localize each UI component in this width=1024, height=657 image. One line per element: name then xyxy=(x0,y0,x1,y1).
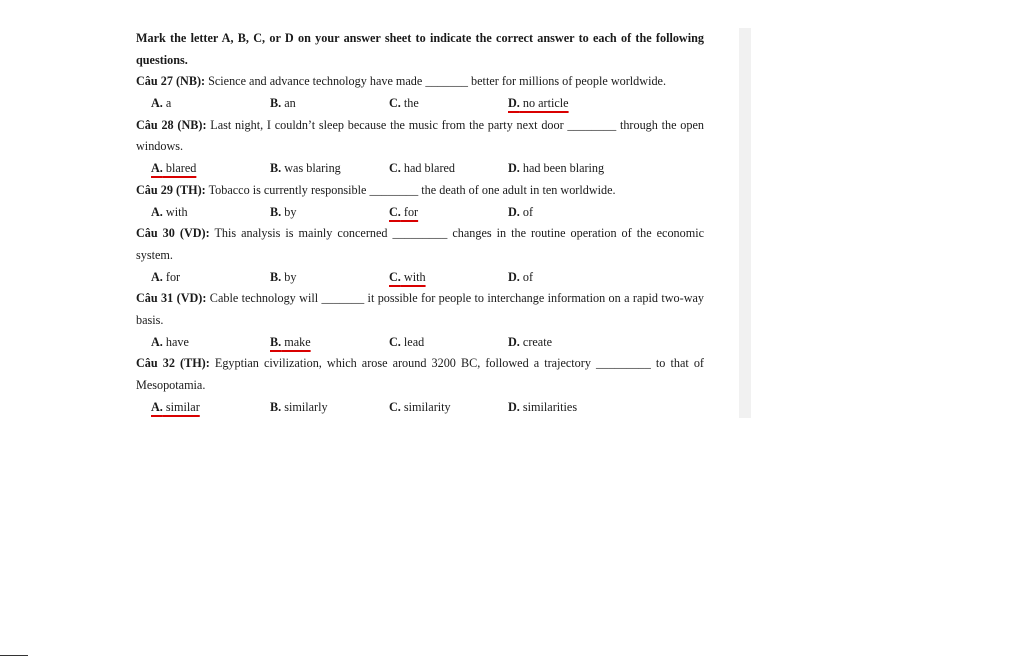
option-c[interactable]: C. the xyxy=(389,96,419,111)
option-c[interactable]: C. had blared xyxy=(389,161,456,176)
question-label: Câu 30 (VD): xyxy=(136,226,210,241)
option-b[interactable]: B. by xyxy=(270,269,297,284)
question-text: Last night, I couldn’t sleep because the music from the party next door ________ through the open windows. xyxy=(136,117,704,154)
option-b[interactable]: B. was blaring xyxy=(270,161,341,176)
question-32 xyxy=(136,353,704,396)
options-29 xyxy=(136,202,704,224)
options-31 xyxy=(136,332,704,354)
options-30 xyxy=(136,267,704,289)
option-a[interactable]: A. with xyxy=(151,204,188,219)
question-text: Egyptian civilization, which arose around 3200 BC, followed a trajectory _________ to that of Mesopotamia. xyxy=(136,356,704,393)
question-29 xyxy=(136,180,704,202)
options-32 xyxy=(136,397,704,419)
question-28 xyxy=(136,115,704,158)
question-text: Cable technology will _______ it possible for people to interchange information on a rapid two-way basis. xyxy=(136,291,704,328)
question-label: Câu 31 (VD): xyxy=(136,291,207,306)
question-label: Câu 32 (TH): xyxy=(136,356,210,371)
option-b[interactable]: B. by xyxy=(270,204,297,219)
question-30 xyxy=(136,223,704,266)
option-c[interactable]: C. similarity xyxy=(389,399,451,414)
option-d[interactable]: D. similarities xyxy=(508,399,578,414)
option-d[interactable]: D. of xyxy=(508,269,534,284)
option-d[interactable]: D. create xyxy=(508,334,552,349)
options-28 xyxy=(136,158,704,180)
question-27 xyxy=(136,71,704,93)
option-a-correct[interactable]: A. blared xyxy=(151,161,197,176)
option-b[interactable]: B. an xyxy=(270,96,296,111)
question-text: Science and advance technology have made _______ better for millions of people worldwide. xyxy=(205,74,667,89)
question-text: Tobacco is currently responsible ________ the death of one adult in ten worldwide. xyxy=(205,182,616,197)
option-b-correct[interactable]: B. make xyxy=(270,334,311,349)
options-27 xyxy=(136,93,704,115)
option-c-correct[interactable]: C. with xyxy=(389,269,426,284)
option-a[interactable]: A. for xyxy=(151,269,181,284)
question-label: Câu 28 (NB): xyxy=(136,117,207,132)
question-text: This analysis is mainly concerned _________ changes in the routine operation of the economic system. xyxy=(136,226,704,262)
document-page xyxy=(0,0,750,418)
option-b[interactable]: B. similarly xyxy=(270,399,328,414)
option-d[interactable]: D. of xyxy=(508,204,534,219)
page-edge-strip xyxy=(739,28,751,418)
option-a-correct[interactable]: A. similar xyxy=(151,399,200,414)
corner-divider xyxy=(0,655,28,656)
question-label: Câu 29 (TH): xyxy=(136,182,206,197)
option-c[interactable]: C. lead xyxy=(389,334,425,349)
option-d[interactable]: D. had been blaring xyxy=(508,161,605,176)
option-d-correct[interactable]: D. no article xyxy=(508,96,569,111)
instruction-text: Mark the letter A, B, C, or D on your answer sheet to indicate the correct answer to each of the following questions. xyxy=(136,31,704,67)
question-31 xyxy=(136,288,704,331)
option-c-correct[interactable]: C. for xyxy=(389,204,419,219)
option-a[interactable]: A. a xyxy=(151,96,172,111)
question-list xyxy=(136,28,704,419)
question-label: Câu 27 (NB): xyxy=(136,74,206,89)
option-a[interactable]: A. have xyxy=(151,334,189,349)
